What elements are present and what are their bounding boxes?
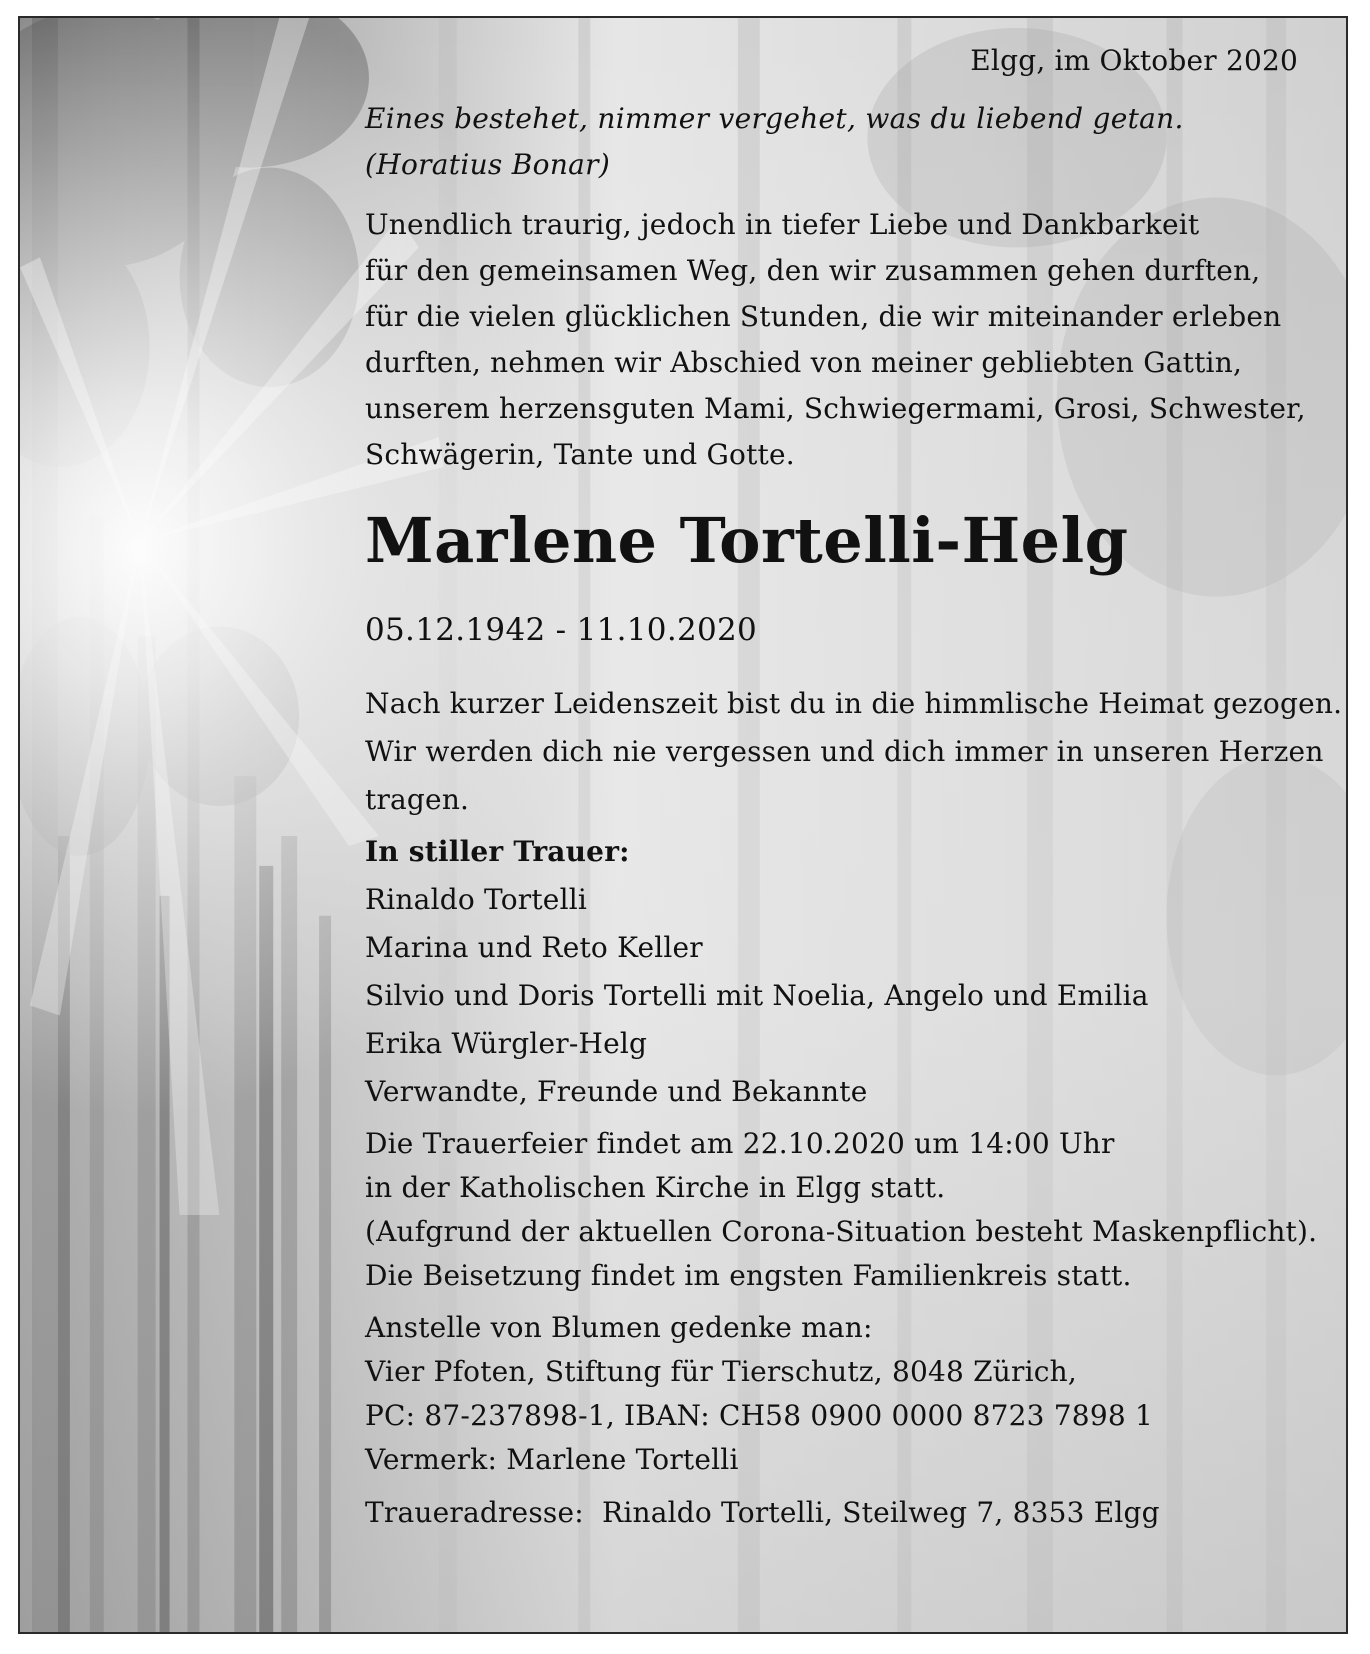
intro-line: für die vielen glücklichen Stunden, die wir miteinander erleben xyxy=(365,300,1282,333)
donation-line: Vier Pfoten, Stiftung für Tierschutz, 8048 Zürich, xyxy=(365,1355,1077,1388)
intro-line: für den gemeinsamen Weg, den wir zusammen gehen durften, xyxy=(365,254,1261,287)
mourner-entry: Silvio und Doris Tortelli mit Noelia, Angelo und Emilia xyxy=(365,979,1149,1012)
motto-author: (Horatius Bonar) xyxy=(365,148,611,181)
intro-line: unserem herzensguten Mami, Schwiegermami, Grosi, Schwester, xyxy=(365,392,1306,425)
intro-paragraph xyxy=(365,202,1306,478)
farewell-line: tragen. xyxy=(365,783,470,816)
donation-line: Vermerk: Marlene Tortelli xyxy=(365,1443,739,1476)
service-line: Die Trauerfeier findet am 22.10.2020 um 14:00 Uhr xyxy=(365,1127,1115,1160)
donation-line: Anstelle von Blumen gedenke man: xyxy=(365,1311,873,1344)
mourner-entry: Rinaldo Tortelli xyxy=(365,883,588,916)
funeral-service-info xyxy=(365,1122,1317,1298)
mourning-address: Traueradresse: Rinaldo Tortelli, Steilweg 7, 8353 Elgg xyxy=(365,1496,1160,1529)
mourner-entry: Erika Würgler-Helg xyxy=(365,1027,648,1060)
mourners-list xyxy=(365,828,1149,1116)
motto-quote xyxy=(365,96,1184,188)
intro-line: durften, nehmen wir Abschied von meiner gebliebten Gattin, xyxy=(365,346,1243,379)
service-line: Die Beisetzung findet im engsten Familienkreis statt. xyxy=(365,1259,1132,1292)
life-dates: 05.12.1942 - 11.10.2020 xyxy=(365,612,758,648)
place-and-date: Elgg, im Oktober 2020 xyxy=(970,44,1298,77)
deceased-name: Marlene Tortelli-Helg xyxy=(365,504,1129,577)
donation-info xyxy=(365,1306,1153,1482)
intro-line: Schwägerin, Tante und Gotte. xyxy=(365,438,795,471)
intro-line: Unendlich traurig, jedoch in tiefer Liebe und Dankbarkeit xyxy=(365,208,1200,241)
mourners-heading: In stiller Trauer: xyxy=(365,835,630,868)
obituary-notice xyxy=(18,16,1348,1634)
farewell-paragraph xyxy=(365,680,1342,824)
mourner-entry: Verwandte, Freunde und Bekannte xyxy=(365,1075,868,1108)
mourner-entry: Marina und Reto Keller xyxy=(365,931,703,964)
service-line: in der Katholischen Kirche in Elgg statt. xyxy=(365,1171,946,1204)
service-line: (Aufgrund der aktuellen Corona-Situation besteht Maskenpflicht). xyxy=(365,1215,1318,1248)
motto-text: Eines bestehet, nimmer vergehet, was du liebend getan. xyxy=(365,102,1184,135)
farewell-line: Wir werden dich nie vergessen und dich immer in unseren Herzen xyxy=(365,735,1324,768)
farewell-line: Nach kurzer Leidenszeit bist du in die himmlische Heimat gezogen. xyxy=(365,687,1343,720)
donation-line: PC: 87-237898-1, IBAN: CH58 0900 0000 8723 7898 1 xyxy=(365,1399,1153,1432)
